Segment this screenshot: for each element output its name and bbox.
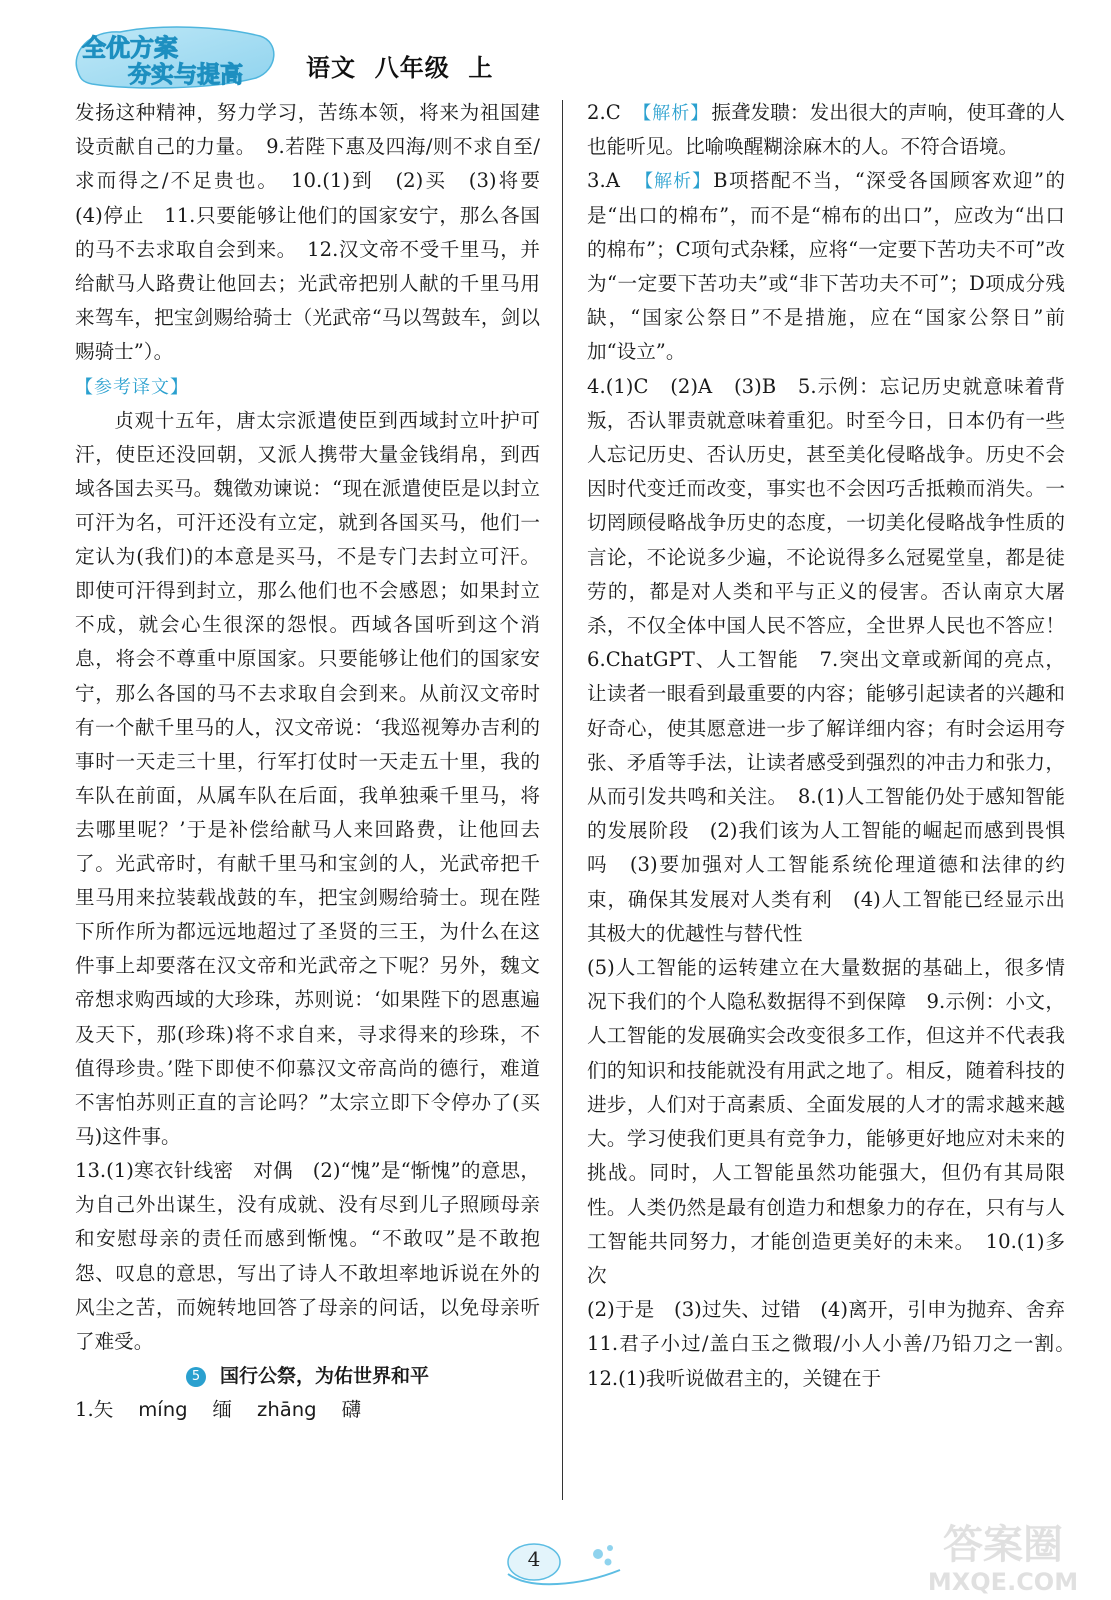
q3-analysis-text: B项搭配不当，“深受各国顾客欢迎”的是“出口的棉布”，而不是“棉布的出口”，应改为“出口的棉布”；C项句式杂糅，应将“一定要下苦功夫不可”改为“一定要下苦功夫”或“非下苦功夫不可”；D项成分残缺，“国家公祭日”不是措施，应在“国家公祭日”前加“设立”。 [587,169,1065,364]
section-title: 国行公祭，为佑世界和平 [219,1365,429,1388]
question-1-label: 1. [75,1398,94,1422]
reference-translation-text: 贞观十五年，唐太宗派遣使臣到西域封立叶护可汗，使臣还没回朝，又派人携带大量金钱绢帛，到西域各国去买马。魏徵劝谏说：“现在派遣使臣是以封立可汗为名，可汗还没有立定，就到各国买马，他们一定认为(我们)的本意是买马，不是专门去封立可汗。即使可汗得到封立，那么他们也不会感恩；如果封立不成，就会心生很深的怨恨。西域各国听到这个消息，将会不尊重中原国家。只要能够让他们的国家安宁，那么各国的马不去求取自会到来。从前汉文帝时有一个献千里马的人，汉文帝说：‘我巡视筹办吉利的事时一天走三十里，行军打仗时一天走五十里，我的车队在前面，从属车队在后面，我单独乘千里马，将去哪里呢？’于是补偿给献马人来回路费，让他回去了。光武帝时，有献千里马和宝剑的人，光武帝把千里马用来拉装载战鼓的车，把宝剑赐给骑士。现在陛下所作所为都远远地超过了圣贤的三王，为什么在这件事上却要落在汉文帝和光武帝之下呢？另外，魏文帝想求购西域的大珍珠，苏则说：‘如果陛下的恩惠遍及天下，那(珍珠)将不求自来，寻求得来的珍珠，不值得珍贵。’陛下即使不仰慕汉文帝高尚的德行，难道不害怕苏则正直的言论吗？”太宗立即下令停办了(买马)这件事。 [75,408,540,1148]
analysis-tag: 【 解析 】 [635,170,711,194]
answer-block-4-8: 4.(1)C (2)A (3)B 5.示例：忘记历史就意味着背叛，否认罪责就意味着重犯。时至今日，日本仍有一些人忘记历史、否认历史，甚至美化侵略战争。历史不会因时代变迁而改变，事实也不会因巧舌抵赖而消失。一切罔顾侵略战争历史的态度，一切美化侵略战争性质的言论，不论说多少遍，不论说得多么冠冕堂皇，都是徒劳的，都是对人类和平与正义的侵害。否认南京大屠杀，不仅全体中国人民不答应，全世界人民也不答应！ 6.ChatGPT、人工智能 7.突出文章或新闻的亮点，让读者一眼看到最重要的内容；能够引起读者的兴趣和好奇心，使其愿意进一步了解详细内容；有时会运用夸张、矛盾等手法，让读者感受到强烈的冲击力和张力，从而引发共鸣和关注。 8.(1)人工智能仍处于感知智能的发展阶段 (2)我们该为人工智能的崛起而感到畏惧吗 (3)要加强对人工智能系统伦理道德和法律的约束，确保其发展对人类有利 (4)人工智能已经显示出其极大的优越性与替代性 [587,374,1085,945]
section-number-badge: 5 [186,1367,206,1387]
reference-translation-heading [75,370,540,404]
section-heading [75,1359,540,1393]
site-watermark [903,1518,1103,1596]
q2-answer: 2.C [587,101,621,124]
answer-block-8-10: (5)人工智能的运转建立在大量数据的基础上，很多情况下我们的个人隐私数据得不到保障 9.示例：小文，人工智能的发展确实会改变很多工作，但这并不代表我们的知识和技能就没有用武之地了。相反，随着科技的进步，人们对于高素质、全面发展的人才的需求越来越大。学习使我们更具有竞争力，能够更好地应对未来的挑战。同时，人工智能虽然功能强大，但仍有其局限性。人类仍然是最有创造力和想象力的存在，只有与人工智能共同努力，才能创造更美好的未来。 10.(1)多次 [587,956,1065,1287]
answer-block-1 [75,1393,540,1427]
answer-block-3 [587,164,1065,369]
q1-answer-a: 矢 [93,1398,114,1422]
page-number: 4 [527,1547,541,1571]
q1-answer-d-pinyin: zhāng [257,1398,317,1422]
q1-answer-b-pinyin: míng [138,1398,188,1422]
watermark-text-cn: 答案圈 [943,1522,1063,1568]
answer-block-10-12: (2)于是 (3)过失、过错 (4)离开，引申为抛弃、舍弃 11.君子小过/盖白玉之微瑕/小人小善/乃铅刀之一割。 12.(1)我听说做君主的，关键在于 [587,1298,1085,1390]
right-column [587,96,1085,1396]
answer-block-2 [587,96,1065,164]
reference-translation-tag: 【 参考译文 】 [75,376,189,400]
subject-grade-title: 语文 八年级 上 [306,54,494,82]
page-header [70,22,630,92]
answer-block-13: 13.(1)寒衣针线密 对偶 (2)“愧”是“惭愧”的意思，为自己外出谋生，没有成就、没有尽到儿子照顾母亲和安慰母亲的责任而感到惭愧。“不敢叹”是不敢抱怨、叹息的意思，写出了诗人不敢坦率地诉说在外的风尘之苦，而婉转地回答了母亲的问话，以免母亲听了难受。 [75,1158,540,1353]
left-column [75,96,560,1428]
answer-block-9-12: 发扬这种精神，努力学习，苦练本领，将来为祖国建设贡献自己的力量。 9.若陛下惠及四海/则不求自至/求而得之/不足贵也。 10.(1)到 (2)买 (3)将要 (4)停止 11.只要能够让他们的国家安宁，那么各国的马不去求取自会到来。 12.汉文帝不受千里马，并给献马人路费让他回去；光武帝把别人献的千里马用来驾车，把宝剑赐给骑士（光武帝“马以驾鼓车，剑以赐骑士”）。 [75,101,560,364]
watermark-text-url: MXQE.COM [927,1568,1079,1596]
logo-text-line2: 夯实与提高 [128,62,243,88]
book-series-logo [70,22,280,92]
q1-answer-e: 礴 [341,1398,362,1422]
q2-analysis-text: 振聋发聩：发出很大的声响，使耳聋的人也能听见。比喻唤醒糊涂麻木的人。不符合语境。 [587,101,1065,159]
q1-answer-c: 缅 [212,1398,233,1422]
column-divider [562,100,563,1500]
q3-answer: 3.A [587,169,620,193]
logo-text-line1: 全优方案 [82,34,178,62]
analysis-tag: 【 解析 】 [633,102,709,126]
